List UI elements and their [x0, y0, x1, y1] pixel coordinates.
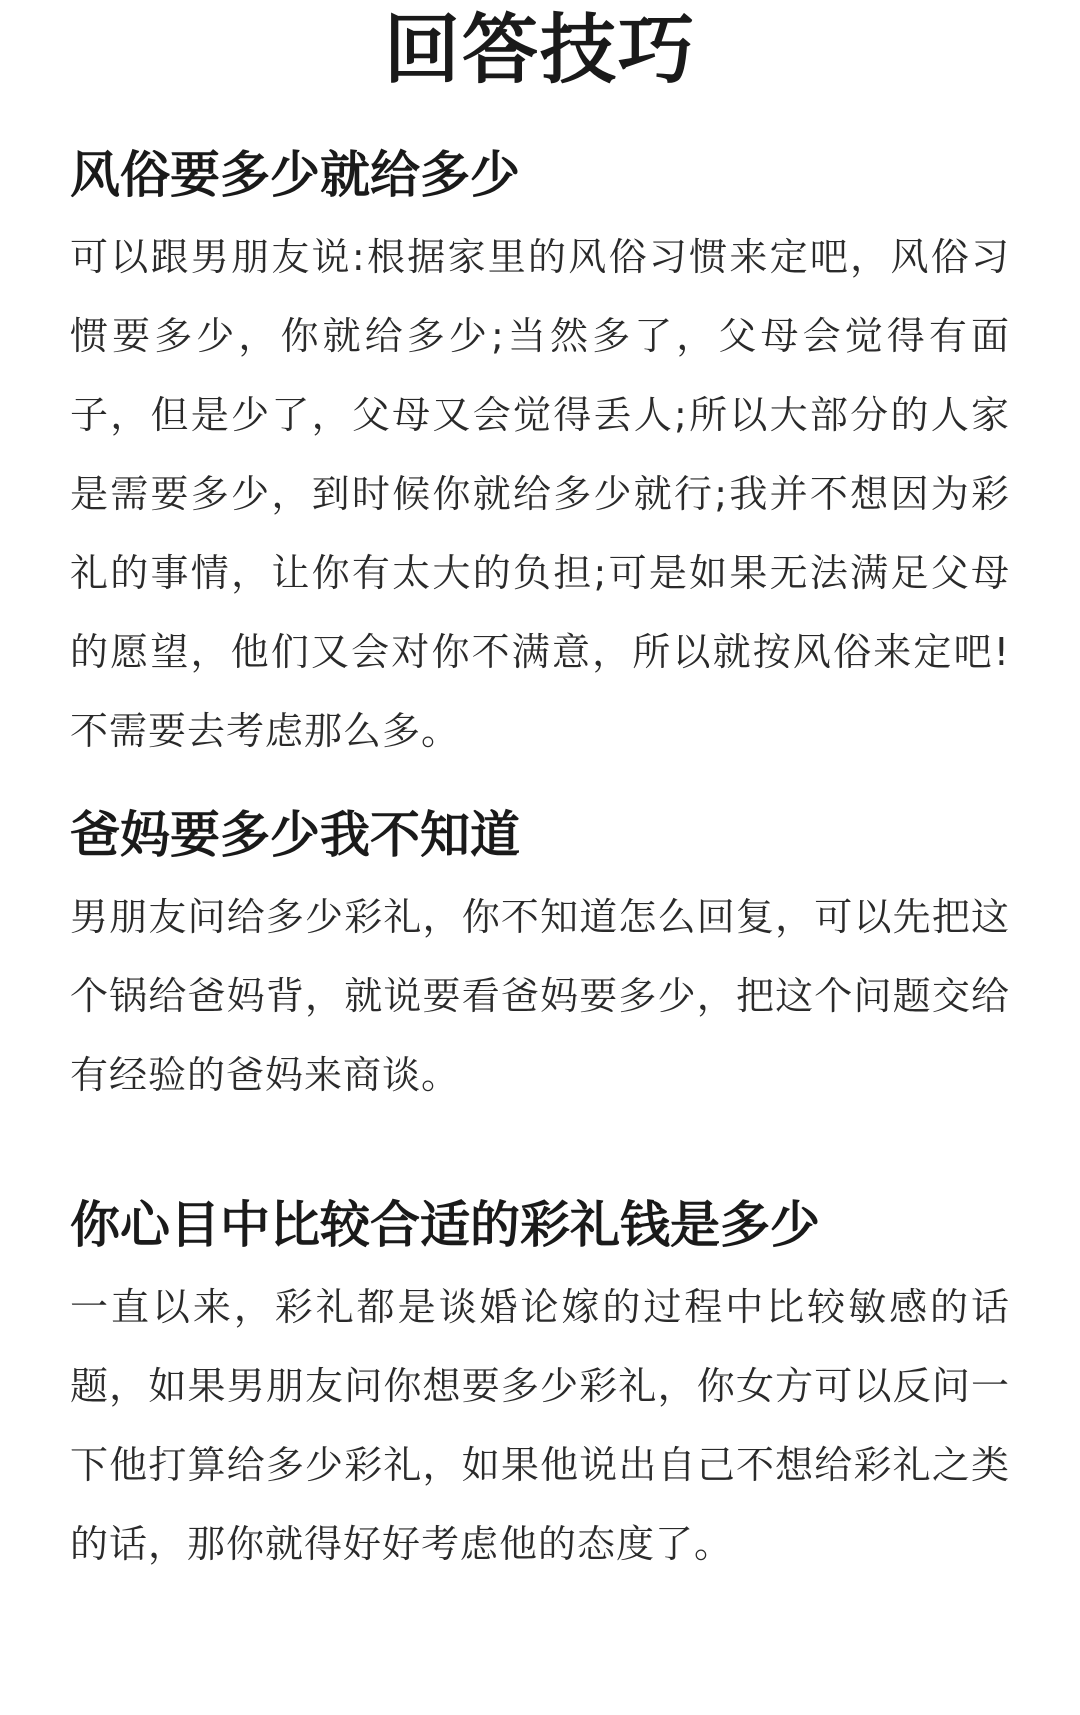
section-suitable-amount	[70, 1190, 1010, 1584]
section-body: 男朋友问给多少彩礼，你不知道怎么回复，可以先把这个锅给爸妈背，就说要看爸妈要多少，把这个问题交给有经验的爸妈来商谈。	[70, 895, 1010, 1097]
page-title: 回答技巧	[384, 5, 696, 94]
section-heading: 你心目中比较合适的彩礼钱是多少	[70, 1196, 820, 1254]
section-body: 可以跟男朋友说:根据家里的风俗习惯来定吧，风俗习惯要多少，你就给多少;当然多了，父母会觉得有面子，但是少了，父母又会觉得丢人;所以大部分的人家是需要多少，到时候你就给多少就行;我并不想因为彩礼的事情，让你有太大的负担;可是如果无法满足父母的愿望，他们又会对你不满意，所以就按风俗来定吧!不需要去考虑那么多。	[70, 235, 1010, 753]
section-body: 一直以来，彩礼都是谈婚论嫁的过程中比较敏感的话题，如果男朋友问你想要多少彩礼，你女方可以反问一下他打算给多少彩礼，如果他说出自己不想给彩礼之类的话，那你就得好好考虑他的态度了。	[70, 1285, 1010, 1566]
section-parents-decide	[70, 800, 1010, 1115]
section-heading: 风俗要多少就给多少	[70, 146, 520, 204]
section-heading: 爸妈要多少我不知道	[70, 806, 520, 864]
section-custom-amount	[70, 140, 1010, 771]
